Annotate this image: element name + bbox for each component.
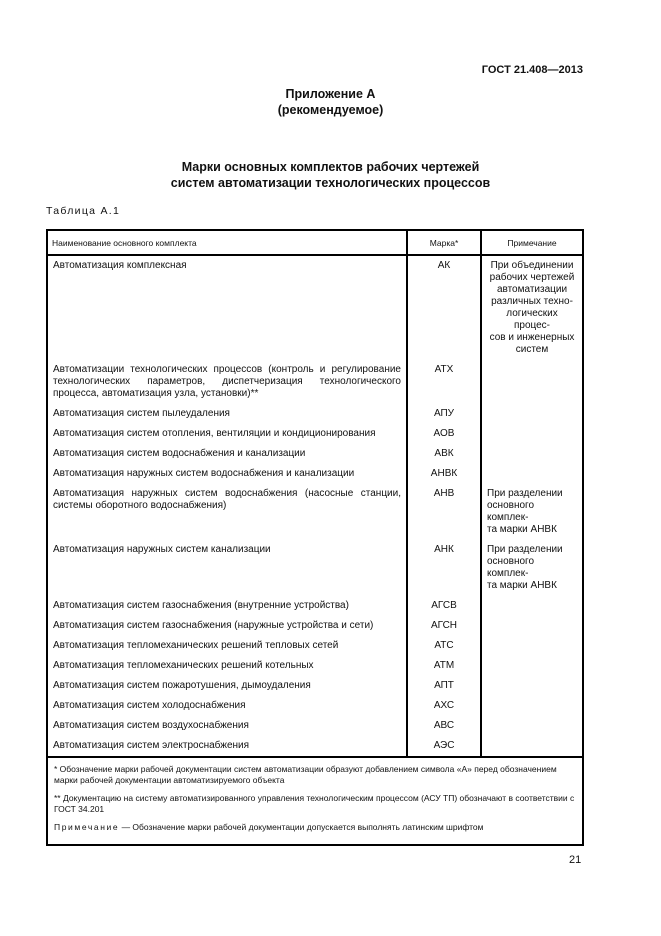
- row-note: [481, 616, 582, 636]
- row-name: Автоматизация систем пожаротушения, дымоудаления: [53, 680, 311, 691]
- row-note-line: систем: [515, 344, 549, 355]
- table-note: [54, 822, 576, 833]
- table-row: [48, 656, 582, 676]
- table-row: [48, 540, 582, 596]
- row-name: Автоматизация систем электроснабжения: [53, 740, 250, 751]
- row-mark: АПУ: [407, 404, 481, 424]
- row-name: Автоматизация наружных систем водоснабжения и канализации: [53, 468, 355, 479]
- row-note: [481, 424, 582, 444]
- table-row: [48, 736, 582, 756]
- row-note-line: При разделении: [487, 544, 563, 555]
- row-mark: АГСВ: [407, 596, 481, 616]
- row-note-line: автоматизации: [496, 284, 568, 295]
- row-name: Автоматизация систем пылеудаления: [53, 408, 230, 419]
- row-mark: АГСН: [407, 616, 481, 636]
- row-name: Автоматизация комплексная: [53, 260, 187, 271]
- row-note-line: та марки АНВК: [487, 580, 557, 591]
- row-mark: АНВК: [407, 464, 481, 484]
- row-mark: АНВ: [407, 484, 481, 540]
- page-number: 21: [569, 854, 582, 866]
- section-title-line-2: систем автоматизации технологических процессов: [170, 176, 491, 190]
- note-label: Примечание: [54, 822, 120, 832]
- row-mark: АВК: [407, 444, 481, 464]
- row-name: Автоматизация систем отопления, вентиляции и кондиционирования: [53, 428, 376, 439]
- row-note: [481, 540, 582, 596]
- row-note: [481, 484, 582, 540]
- column-header-note: Примечание: [481, 231, 582, 255]
- row-name: Автоматизация наружных систем канализации: [53, 544, 271, 555]
- row-note-line: логических процес-: [506, 308, 558, 331]
- table-row: [48, 616, 582, 636]
- marks-table: [46, 229, 584, 846]
- footnote-1: * Обозначение марки рабочей документации систем автоматизации образуют добавлением символа «А» перед обозначением марки рабочей документации автоматизируемого объекта: [54, 764, 557, 785]
- appendix-heading: [0, 86, 661, 118]
- row-note-line: основного комплек-: [487, 556, 535, 579]
- section-title: [0, 159, 661, 191]
- row-note-line: основного комплек-: [487, 500, 535, 523]
- row-mark: АНК: [407, 540, 481, 596]
- table-row: [48, 484, 582, 540]
- table-label: Таблица А.1: [46, 205, 121, 217]
- row-mark: АК: [407, 255, 481, 360]
- document-code: ГОСТ 21.408—2013: [481, 64, 583, 76]
- row-note: [481, 676, 582, 696]
- table-body: [48, 255, 582, 756]
- row-mark: АПТ: [407, 676, 481, 696]
- row-note: [481, 404, 582, 424]
- appendix-status: (рекомендуемое): [277, 103, 384, 117]
- row-note-line: При объединении: [490, 260, 574, 271]
- row-note: [481, 736, 582, 756]
- row-note: [481, 360, 582, 404]
- row-note-line: та марки АНВК: [487, 524, 557, 535]
- footnote-2: ** Документацию на систему автоматизированного управления технологическим процессом (АСУ ТП) обозначают в соответствии с ГОСТ 34.201: [54, 793, 575, 814]
- row-mark: АТМ: [407, 656, 481, 676]
- row-note: [481, 696, 582, 716]
- row-note: [481, 444, 582, 464]
- table-footnotes: [48, 756, 582, 844]
- row-name: Автоматизация тепломеханических решений тепловых сетей: [53, 640, 339, 651]
- row-name: Автоматизация систем газоснабжения (наружные устройства и сети): [53, 620, 374, 631]
- row-name: Автоматизация наружных систем водоснабжения (насосные станции, системы оборотного водоснабжения): [53, 488, 401, 511]
- row-name: Автоматизация систем холодоснабжения: [53, 700, 246, 711]
- row-note: [481, 596, 582, 616]
- row-name: Автоматизация систем водоснабжения и канализации: [53, 448, 306, 459]
- table-row: [48, 444, 582, 464]
- row-note: [481, 656, 582, 676]
- row-name: Автоматизация тепломеханических решений котельных: [53, 660, 314, 671]
- column-header-name: Наименование основного комплекта: [48, 231, 407, 255]
- table-row: [48, 716, 582, 736]
- row-mark: АХС: [407, 696, 481, 716]
- table-row: [48, 676, 582, 696]
- row-name: Автоматизации технологических процессов (контроль и регулирование технологических параметров, диспетчеризация технологического процесса, автоматизация узла, установки)**: [53, 364, 401, 399]
- row-note: [481, 636, 582, 656]
- table-row: [48, 404, 582, 424]
- row-note-line: сов и инженерных: [489, 332, 575, 343]
- table-row: [48, 464, 582, 484]
- row-note-line: различных техно-: [491, 296, 573, 307]
- row-note-line: рабочих чертежей: [489, 272, 575, 283]
- appendix-title: Приложение А: [285, 87, 376, 101]
- row-note: [481, 464, 582, 484]
- row-mark: АЭС: [407, 736, 481, 756]
- table-header-row: [48, 231, 582, 255]
- row-note: [481, 255, 582, 360]
- column-header-mark: Марка*: [407, 231, 481, 255]
- table-row: [48, 596, 582, 616]
- row-name: Автоматизация систем воздухоснабжения: [53, 720, 249, 731]
- row-mark: АОВ: [407, 424, 481, 444]
- row-name: Автоматизация систем газоснабжения (внутренние устройства): [53, 600, 349, 611]
- marks-table-grid: [48, 231, 582, 756]
- row-mark: АТС: [407, 636, 481, 656]
- table-row: [48, 696, 582, 716]
- row-note: [481, 716, 582, 736]
- table-row: [48, 636, 582, 656]
- table-row: [48, 424, 582, 444]
- row-mark: АТХ: [407, 360, 481, 404]
- note-text: — Обозначение марки рабочей документации допускается выполнять латинским шрифтом: [119, 822, 484, 832]
- row-note-line: При разделении: [487, 488, 563, 499]
- table-row: [48, 255, 582, 360]
- section-title-line-1: Марки основных комплектов рабочих чертежей: [181, 160, 480, 174]
- row-mark: АВС: [407, 716, 481, 736]
- table-row: [48, 360, 582, 404]
